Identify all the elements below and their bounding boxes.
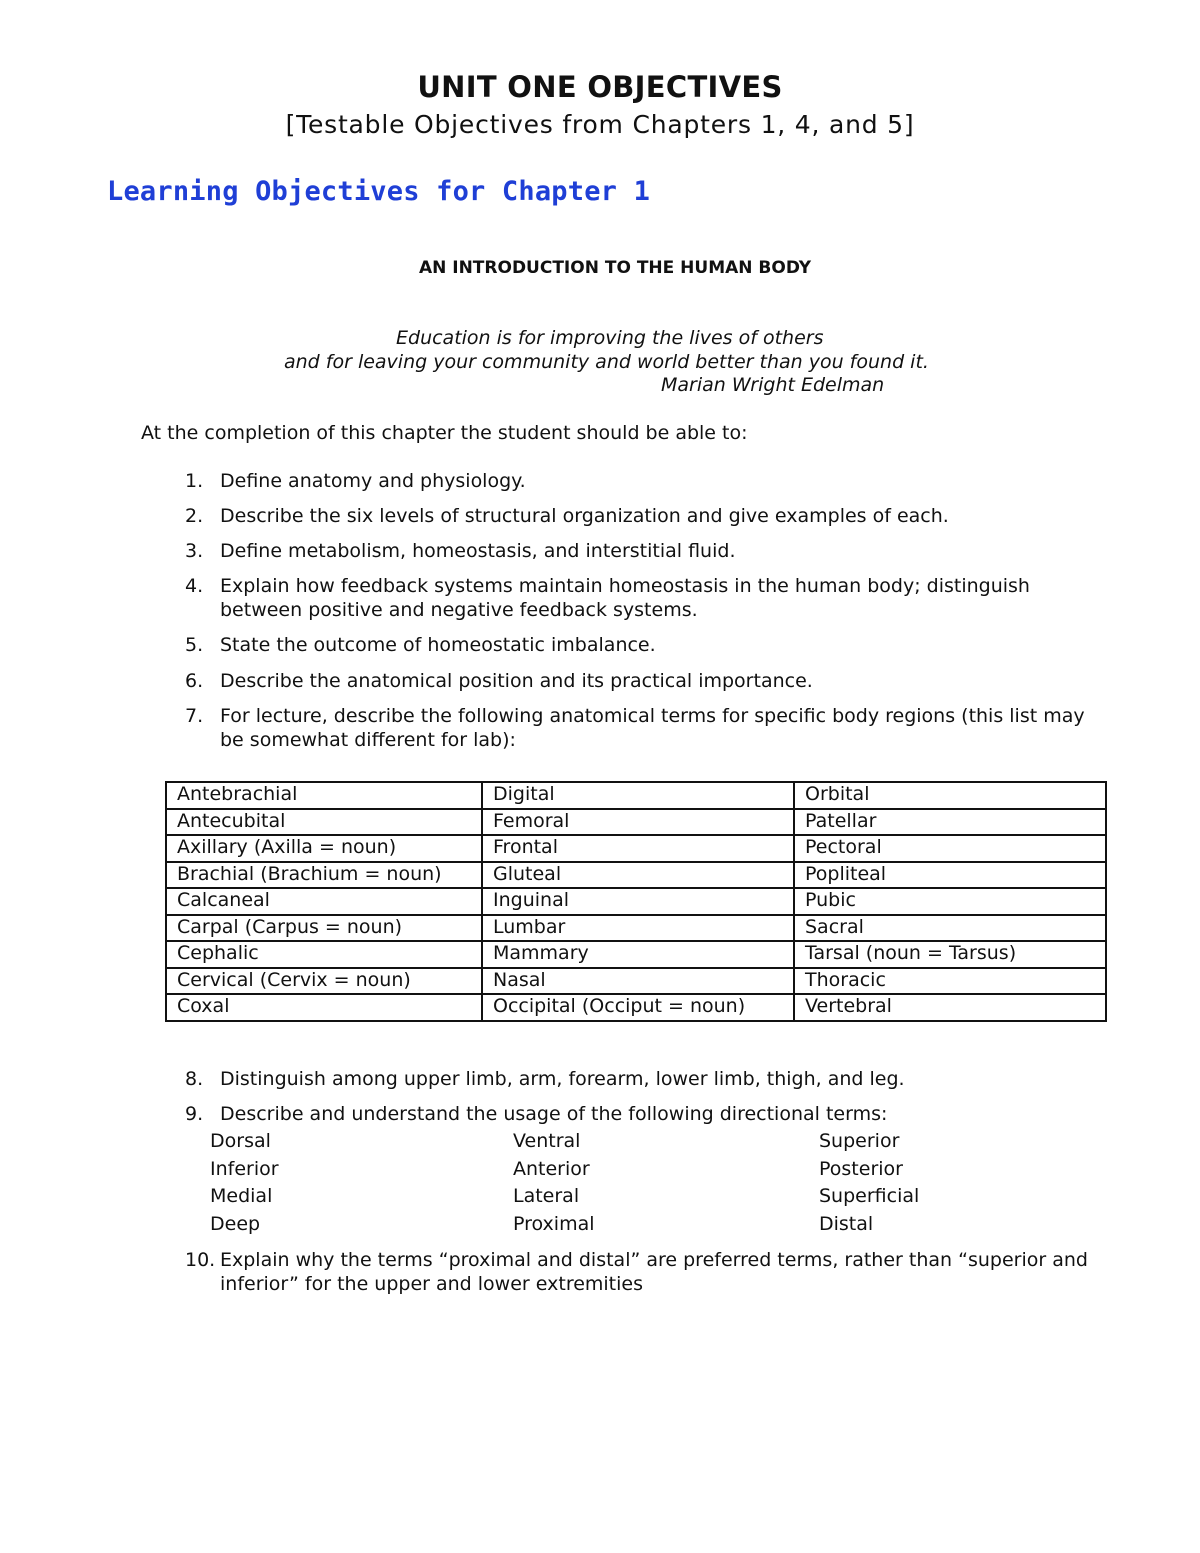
table-cell: Nasal xyxy=(482,968,794,995)
term: Inferior xyxy=(210,1157,279,1180)
table-cell: Carpal (Carpus = noun) xyxy=(166,915,482,942)
term: Medial xyxy=(210,1185,273,1207)
terms-row xyxy=(210,1213,1110,1241)
table-cell: Lumbar xyxy=(482,915,794,942)
item-number: 8. xyxy=(185,1068,204,1090)
item-number: 10. xyxy=(185,1249,216,1271)
table-row xyxy=(166,994,1106,1021)
quote-author: Marian Wright Edelman xyxy=(661,374,885,396)
table-cell: Pectoral xyxy=(794,835,1106,862)
table-row xyxy=(166,809,1106,836)
chapter-heading: Learning Objectives for Chapter 1 xyxy=(107,176,651,207)
section-heading: AN INTRODUCTION TO THE HUMAN BODY xyxy=(418,258,812,278)
item-text: Describe and understand the usage of the following directional terms: xyxy=(220,1103,888,1125)
term: Posterior xyxy=(819,1157,903,1180)
term: Superior xyxy=(819,1130,900,1152)
table-row xyxy=(166,888,1106,915)
table-cell: Patellar xyxy=(794,809,1106,836)
item-number: 1. xyxy=(185,470,204,492)
table-cell: Gluteal xyxy=(482,862,794,889)
term: Dorsal xyxy=(210,1130,271,1152)
item-text: For lecture, describe the following anatomical terms for specific body regions (this list may be somewhat different for lab): xyxy=(220,705,1085,751)
term: Lateral xyxy=(513,1185,580,1207)
quote-line-2: and for leaving your community and world better than you found it. xyxy=(284,351,929,373)
body-regions-table xyxy=(165,781,1107,1022)
table-cell: Calcaneal xyxy=(166,888,482,915)
table-cell: Coxal xyxy=(166,994,482,1021)
quote-line-1: Education is for improving the lives of others xyxy=(396,327,824,349)
intro-text: At the completion of this chapter the student should be able to: xyxy=(141,422,748,444)
item-text: Distinguish among upper limb, arm, forearm, lower limb, thigh, and leg. xyxy=(220,1068,905,1090)
item-number: 9. xyxy=(185,1103,204,1125)
item-text: Describe the anatomical position and its practical importance. xyxy=(220,670,813,692)
table-cell: Mammary xyxy=(482,941,794,968)
table-cell: Femoral xyxy=(482,809,794,836)
table-cell: Pubic xyxy=(794,888,1106,915)
table-row xyxy=(166,941,1106,968)
table-cell: Tarsal (noun = Tarsus) xyxy=(794,941,1106,968)
table-cell: Thoracic xyxy=(794,968,1106,995)
item-text: State the outcome of homeostatic imbalance. xyxy=(220,634,656,656)
table-cell: Vertebral xyxy=(794,994,1106,1021)
item-text: Define metabolism, homeostasis, and interstitial fluid. xyxy=(220,540,736,562)
terms-row xyxy=(210,1185,1110,1213)
item-number: 2. xyxy=(185,505,204,527)
directional-terms-grid xyxy=(210,1130,1110,1240)
terms-row xyxy=(210,1158,1110,1186)
item-text: Explain how feedback systems maintain homeostasis in the human body; distinguish between positive and negative feedback systems. xyxy=(220,575,1030,621)
table-cell: Inguinal xyxy=(482,888,794,915)
item-number: 5. xyxy=(185,634,204,656)
item-number: 3. xyxy=(185,540,204,562)
table-cell: Orbital xyxy=(794,782,1106,809)
table-cell: Antebrachial xyxy=(166,782,482,809)
term: Deep xyxy=(210,1212,261,1235)
table-cell: Brachial (Brachium = noun) xyxy=(166,862,482,889)
table-row xyxy=(166,968,1106,995)
term: Superficial xyxy=(819,1185,920,1207)
table-cell: Cephalic xyxy=(166,941,482,968)
page-title: UNIT ONE OBJECTIVES xyxy=(417,70,783,104)
table-cell: Frontal xyxy=(482,835,794,862)
term: Ventral xyxy=(513,1130,581,1152)
item-number: 6. xyxy=(185,670,204,692)
term: Proximal xyxy=(513,1212,595,1235)
table-row xyxy=(166,862,1106,889)
item-text: Explain why the terms “proximal and distal” are preferred terms, rather than “superior and inferior” for the upper and lower extremities xyxy=(220,1249,1088,1295)
terms-row xyxy=(210,1130,1110,1158)
item-text: Describe the six levels of structural organization and give examples of each. xyxy=(220,505,949,527)
item-number: 4. xyxy=(185,575,204,597)
table-cell: Popliteal xyxy=(794,862,1106,889)
table-cell: Digital xyxy=(482,782,794,809)
table-row xyxy=(166,915,1106,942)
table-cell: Axillary (Axilla = noun) xyxy=(166,835,482,862)
term: Anterior xyxy=(513,1157,590,1180)
table-cell: Sacral xyxy=(794,915,1106,942)
table-row xyxy=(166,782,1106,809)
table-row xyxy=(166,835,1106,862)
table-cell: Occipital (Occiput = noun) xyxy=(482,994,794,1021)
item-number: 7. xyxy=(185,705,204,727)
term: Distal xyxy=(819,1212,874,1235)
table-cell: Cervical (Cervix = noun) xyxy=(166,968,482,995)
table-cell: Antecubital xyxy=(166,809,482,836)
item-text: Define anatomy and physiology. xyxy=(220,470,526,492)
page-subtitle: [Testable Objectives from Chapters 1, 4, and 5] xyxy=(285,110,915,139)
